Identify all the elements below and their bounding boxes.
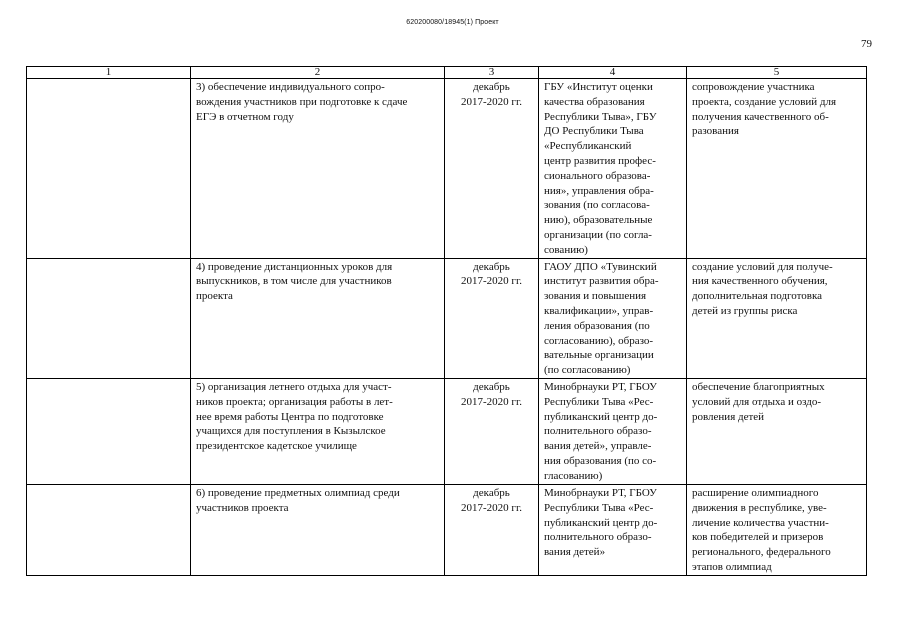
result-cell bbox=[687, 484, 867, 575]
deadline-cell bbox=[445, 484, 539, 575]
cell-line: сионального образова- bbox=[544, 169, 651, 182]
cell-line: ЕГЭ в отчетном году bbox=[196, 110, 294, 123]
cell-line: получения качественного об- bbox=[692, 110, 829, 123]
cell-line: 6) проведение предметных олимпиад среди bbox=[196, 486, 400, 499]
cell-line: декабрь bbox=[473, 486, 510, 499]
cell-line: ков победителей и призеров bbox=[692, 531, 824, 544]
cell-line: учащихся для поступления в Кызылское bbox=[196, 425, 386, 438]
responsible-cell bbox=[539, 258, 687, 378]
responsible-cell bbox=[539, 484, 687, 575]
column-number-header: 4 bbox=[539, 67, 687, 79]
cell-line: полнительного образо- bbox=[544, 531, 652, 544]
cell-line: декабрь bbox=[473, 380, 510, 393]
empty-cell bbox=[27, 79, 191, 259]
document-id: 620200080/18945(1) Проект bbox=[406, 19, 499, 26]
table-row bbox=[27, 258, 867, 378]
cell-line: зования и повышения bbox=[544, 290, 647, 303]
cell-line: президентское кадетское училище bbox=[196, 440, 357, 453]
cell-line: 3) обеспечение индивидуального сопро- bbox=[196, 81, 385, 93]
cell-line: личение количества участни- bbox=[692, 516, 829, 529]
cell-line: движения в республике, уве- bbox=[692, 501, 827, 514]
column-number-header: 3 bbox=[445, 67, 539, 79]
page-number: 79 bbox=[861, 38, 872, 50]
cell-line: 2017-2020 гг. bbox=[461, 501, 522, 514]
column-number-header: 1 bbox=[27, 67, 191, 79]
cell-line: ния образования (по со- bbox=[544, 454, 657, 467]
result-cell bbox=[687, 79, 867, 259]
empty-cell bbox=[27, 378, 191, 484]
deadline-cell bbox=[445, 79, 539, 259]
column-number-header: 5 bbox=[687, 67, 867, 79]
measure-cell bbox=[191, 484, 445, 575]
responsible-cell bbox=[539, 378, 687, 484]
result-cell bbox=[687, 258, 867, 378]
column-number-header: 2 bbox=[191, 67, 445, 79]
cell-line: «Республиканский bbox=[544, 140, 632, 153]
cell-line: организации (по согла- bbox=[544, 228, 652, 241]
cell-line: создание условий для получе- bbox=[692, 260, 833, 273]
cell-line: зования (по согласова- bbox=[544, 199, 650, 212]
cell-line: ГБУ «Институт оценки bbox=[544, 81, 653, 93]
cell-line: выпускников, в том числе для участников bbox=[196, 275, 392, 288]
header-row bbox=[27, 67, 867, 79]
cell-line: ДО Республики Тыва bbox=[544, 125, 644, 138]
cell-line: сопровождение участника bbox=[692, 81, 815, 93]
cell-line: 2017-2020 гг. bbox=[461, 95, 522, 108]
cell-line: детей из группы риска bbox=[692, 304, 798, 317]
measure-cell bbox=[191, 378, 445, 484]
cell-line: вания детей» bbox=[544, 546, 606, 559]
cell-line: обеспечение благоприятных bbox=[692, 380, 825, 393]
cell-line: сованию) bbox=[544, 243, 588, 256]
cell-line: ников проекта; организация работы в лет- bbox=[196, 395, 393, 408]
table-row bbox=[27, 484, 867, 575]
cell-line: ния», управления обра- bbox=[544, 184, 654, 197]
cell-line: ровления детей bbox=[692, 410, 765, 423]
cell-line: ГАОУ ДПО «Тувинский bbox=[544, 260, 657, 273]
cell-line: согласованию), образо- bbox=[544, 334, 654, 347]
cell-line: Республики Тыва «Рес- bbox=[544, 395, 654, 408]
cell-line: Минобрнауки РТ, ГБОУ bbox=[544, 486, 657, 499]
plan-table bbox=[26, 66, 867, 576]
cell-line: публиканский центр до- bbox=[544, 410, 658, 423]
cell-line: центр развития профес- bbox=[544, 154, 656, 167]
result-cell bbox=[687, 378, 867, 484]
cell-line: полнительного образо- bbox=[544, 425, 652, 438]
cell-line: вательные организации bbox=[544, 349, 654, 362]
cell-line: 4) проведение дистанционных уроков для bbox=[196, 260, 393, 273]
empty-cell bbox=[27, 258, 191, 378]
cell-line: публиканский центр до- bbox=[544, 516, 658, 529]
cell-line: качества образования bbox=[544, 95, 645, 108]
cell-line: дополнительная подготовка bbox=[692, 290, 823, 303]
cell-line: 2017-2020 гг. bbox=[461, 395, 522, 408]
cell-line: 5) организация летнего отдыха для участ- bbox=[196, 380, 392, 393]
deadline-cell bbox=[445, 378, 539, 484]
empty-cell bbox=[27, 484, 191, 575]
cell-line: проекта, создание условий для bbox=[692, 95, 837, 108]
cell-line: институт развития обра- bbox=[544, 275, 659, 288]
cell-line: регионального, федерального bbox=[692, 546, 831, 559]
cell-line: Республики Тыва», ГБУ bbox=[544, 110, 657, 123]
cell-line: (по согласованию) bbox=[544, 364, 631, 377]
cell-line: проекта bbox=[196, 290, 233, 303]
cell-line: этапов олимпиад bbox=[692, 560, 772, 573]
cell-line: ния качественного обучения, bbox=[692, 275, 828, 288]
deadline-cell bbox=[445, 258, 539, 378]
measure-cell bbox=[191, 79, 445, 259]
cell-line: вождения участников при подготовке к сдаче bbox=[196, 95, 408, 108]
cell-line: нее время работы Центра по подготовке bbox=[196, 410, 384, 423]
cell-line: условий для отдыха и оздо- bbox=[692, 395, 822, 408]
cell-line: вания детей», управле- bbox=[544, 440, 652, 453]
cell-line: Республики Тыва «Рес- bbox=[544, 501, 654, 514]
cell-line: гласованию) bbox=[544, 469, 603, 482]
cell-line: декабрь bbox=[473, 81, 510, 93]
table-row bbox=[27, 378, 867, 484]
cell-line: Минобрнауки РТ, ГБОУ bbox=[544, 380, 657, 393]
cell-line: нию), образовательные bbox=[544, 214, 653, 227]
table-row bbox=[27, 79, 867, 259]
cell-line: участников проекта bbox=[196, 501, 289, 514]
cell-line: декабрь bbox=[473, 260, 510, 273]
responsible-cell bbox=[539, 79, 687, 259]
cell-line: 2017-2020 гг. bbox=[461, 275, 522, 288]
measure-cell bbox=[191, 258, 445, 378]
cell-line: ления образования (по bbox=[544, 319, 650, 332]
cell-line: расширение олимпиадного bbox=[692, 486, 819, 499]
cell-line: квалификации», управ- bbox=[544, 304, 654, 317]
cell-line: разования bbox=[692, 125, 739, 138]
